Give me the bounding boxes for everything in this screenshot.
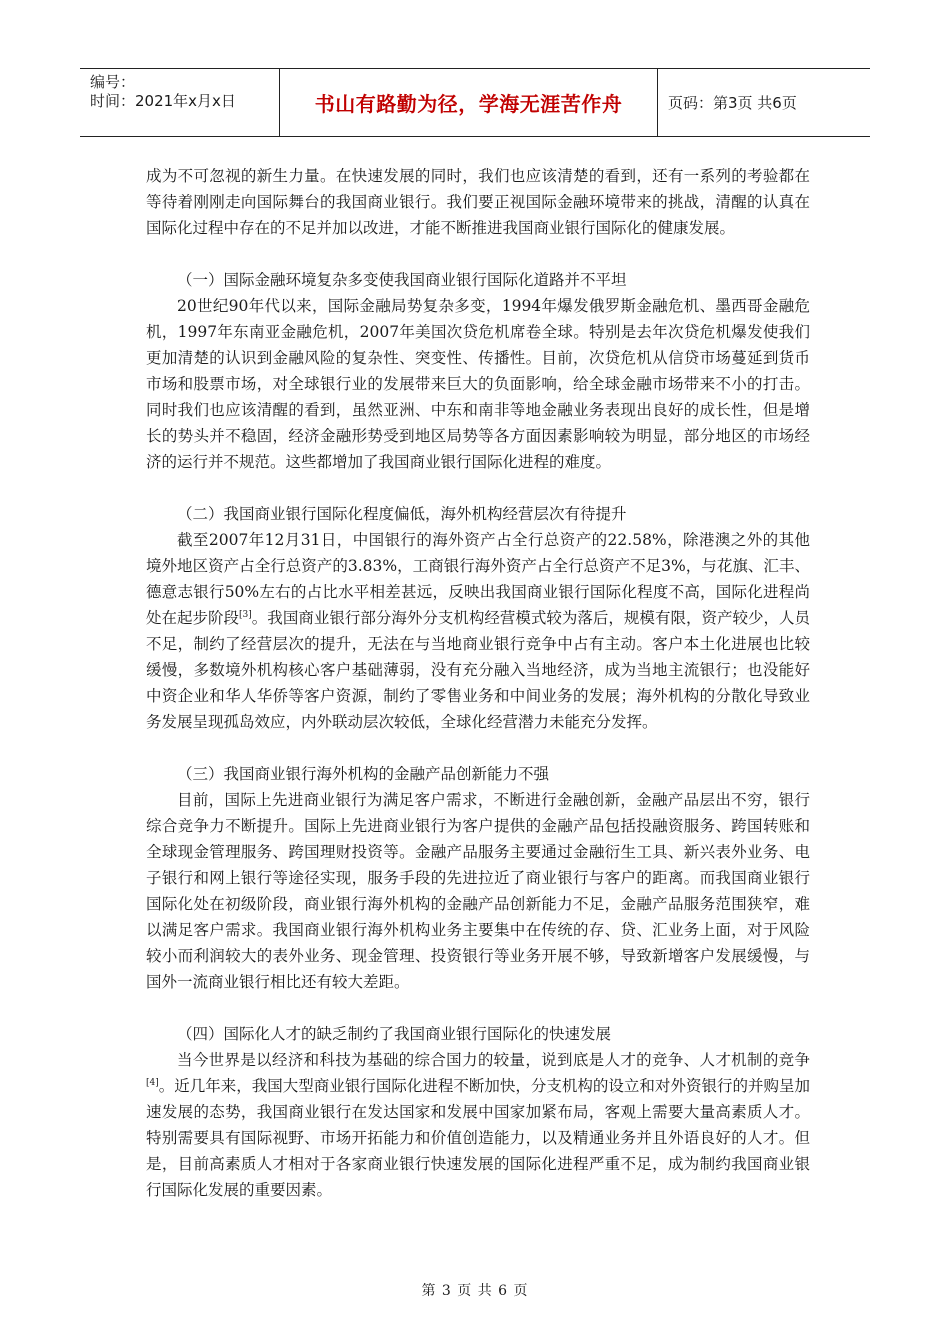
- section-heading-2: （二）我国商业银行国际化程度偏低，海外机构经营层次有待提升: [177, 505, 627, 523]
- section-4-text-a: 当今世界是以经济和科技为基础的综合国力的较量，说到底是人才的竞争、人才机制的竞争: [177, 1051, 810, 1069]
- section-heading-1: （一）国际金融环境复杂多变使我国商业银行国际化道路并不平坦: [177, 271, 627, 289]
- section-2-paragraph: [146, 527, 810, 735]
- document-body: [146, 163, 810, 1203]
- section-2-text-a: 截至2007年12月31日，中国银行的海外资产占全行总资产的22.58%，除港澳之外的其他境外地区资产占全行总资产的3.83%，工商银行海外资产占全行总资产不足3%，与花旗、汇丰、德意志银行50%左右的占比水平相差甚远，反映出我国商业银行国际化程度不高，国际化进程尚处在起步阶段: [146, 531, 810, 627]
- header-left-cell: [90, 73, 275, 111]
- section-heading-3: （三）我国商业银行海外机构的金融产品创新能力不强: [177, 765, 550, 783]
- section-4-text-b: 。近几年来，我国大型商业银行国际化进程不断加快，分支机构的设立和对外资银行的并购呈加速发展的态势，我国商业银行在发达国家和发展中国家加紧布局，客观上需要大量高素质人才。特别需要具有国际视野、市场开拓能力和价值创造能力，以及精通业务并且外语良好的人才。但是，目前高素质人才相对于各家商业银行快速发展的国际化进程严重不足，成为制约我国商业银行国际化发展的重要因素。: [146, 1077, 810, 1199]
- page-footer: 第 3 页 共 6 页: [421, 1283, 529, 1299]
- intro-paragraph: 成为不可忽视的新生力量。在快速发展的同时，我们也应该清楚的看到，还有一系列的考验都在等待着刚刚走向国际舞台的我国商业银行。我们要正视国际金融环境带来的挑战，清醒的认真在国际化过程中存在的不足并加以改进，才能不断推进我国商业银行国际化的健康发展。: [146, 167, 810, 237]
- page-header: [80, 68, 870, 137]
- header-motto: 书山有路勤为径，学海无涯苦作舟: [314, 92, 623, 116]
- citation-ref-3: [3]: [239, 609, 252, 620]
- section-4-paragraph: [146, 1047, 810, 1203]
- section-heading-4: （四）国际化人才的缺乏制约了我国商业银行国际化的快速发展: [177, 1025, 612, 1043]
- section-2-text-b: 。我国商业银行部分海外分支机构经营模式较为落后，规模有限，资产较少，人员不足，制约了经营层次的提升，无法在与当地商业银行竞争中占有主动。客户本土化进展也比较缓慢，多数境外机构核心客户基础薄弱，没有充分融入当地经济，成为当地主流银行；也没能好中资企业和华人华侨等客户资源，制约了零售业务和中间业务的发展；海外机构的分散化导致业务发展呈现孤岛效应，内外联动层次较低，全球化经营潜力未能充分发挥。: [146, 609, 810, 731]
- citation-ref-4: [4]: [146, 1077, 159, 1088]
- section-3-paragraph: 目前，国际上先进商业银行为满足客户需求，不断进行金融创新，金融产品层出不穷，银行综合竞争力不断提升。国际上先进商业银行为客户提供的金融产品包括投融资服务、跨国转账和全球现金管理服务、跨国理财投资等。金融产品服务主要通过金融衍生工具、新兴表外业务、电子银行和网上银行等途径实现，服务手段的先进拉近了商业银行与客户的距离。而我国商业银行国际化处在初级阶段，商业银行海外机构的金融产品创新能力不足，金融产品服务范围狭窄，难以满足客户需求。我国商业银行海外机构业务主要集中在传统的存、贷、汇业务上面，对于风险较小而利润较大的表外业务、现金管理、投资银行等业务开展不够，导致新增客户发展缓慢，与国外一流商业银行相比还有较大差距。: [146, 791, 810, 991]
- section-1-paragraph: 20世纪90年代以来，国际金融局势复杂多变，1994年爆发俄罗斯金融危机、墨西哥金融危机，1997年东南亚金融危机，2007年美国次贷危机席卷全球。特别是去年次贷危机爆发使我们更加清楚的认识到金融风险的复杂性、突变性、传播性。目前，次贷危机从信贷市场蔓延到货币市场和股票市场，对全球银行业的发展带来巨大的负面影响，给全球金融市场带来不小的打击。同时我们也应该清醒的看到，虽然亚洲、中东和南非等地金融业务表现出良好的成长性，但是增长的势头并不稳固，经济金融形势受到地区局势等各方面因素影响较为明显，部分地区的市场经济的运行并不规范。这些都增加了我国商业银行国际化进程的难度。: [146, 297, 810, 471]
- document-number-label: 编号：: [90, 73, 136, 91]
- header-page-code: 页码：第3页 共6页: [668, 94, 797, 112]
- document-date: 时间：2021年x月x日: [90, 92, 236, 110]
